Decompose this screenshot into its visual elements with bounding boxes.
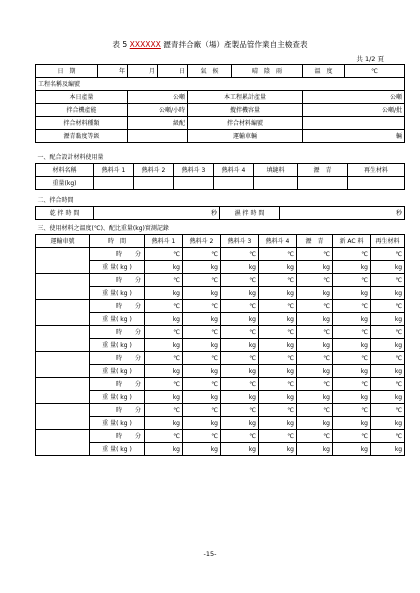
temperature-cell: ℃	[371, 300, 405, 313]
temperature-cell: ℃	[259, 326, 297, 339]
time-cell	[90, 326, 145, 339]
temperature-cell: ℃	[333, 430, 371, 443]
daily-output-unit: 公噸	[128, 91, 188, 104]
time-cell	[90, 248, 145, 261]
record-weight-row	[36, 313, 405, 326]
header-time: 時 間	[90, 235, 145, 248]
cumulative-output-unit: 公噸	[303, 91, 405, 104]
weight-cell: kg	[221, 339, 259, 352]
year-label: 年	[98, 65, 128, 78]
temperature-cell: ℃	[221, 274, 259, 287]
record-weight-row	[36, 443, 405, 456]
weight-cell: kg	[371, 287, 405, 300]
weight-cell: kg	[259, 261, 297, 274]
weight-cell: kg	[259, 365, 297, 378]
temperature-cell: ℃	[221, 430, 259, 443]
header-hot-bin-4: 熱料斗 4	[214, 164, 254, 177]
dry-mix-label: 乾 拌 時 間	[36, 207, 94, 220]
temperature-cell: ℃	[183, 404, 221, 417]
header-recycled: 再生材料	[371, 235, 405, 248]
temperature-cell: ℃	[221, 404, 259, 417]
weight-cell: kg	[183, 443, 221, 456]
temperature-cell: ℃	[297, 378, 333, 391]
temperature-cell: ℃	[259, 274, 297, 287]
weight-cell: kg	[333, 417, 371, 430]
minute-label: 分	[134, 354, 141, 362]
temperature-cell: ℃	[297, 326, 333, 339]
weight-label: 重 量( kg )	[90, 287, 145, 300]
record-temp-row	[36, 378, 405, 391]
weight-cell: kg	[297, 287, 333, 300]
temperature-cell: ℃	[333, 378, 371, 391]
weight-cell: kg	[221, 287, 259, 300]
temperature-cell: ℃	[259, 378, 297, 391]
mixer-volume-unit: 公噸/批	[303, 104, 405, 117]
section2-heading: 二、拌合時間	[36, 194, 405, 207]
record-weight-row	[36, 391, 405, 404]
minute-label: 分	[134, 328, 141, 336]
weight-cell: kg	[259, 339, 297, 352]
temperature-cell: ℃	[145, 300, 183, 313]
weight-cell: kg	[145, 365, 183, 378]
hour-label: 時	[115, 432, 122, 440]
vehicle-no-cell	[36, 326, 90, 352]
header-hot-bin-1: 熱料斗 1	[145, 235, 183, 248]
weight-cell: kg	[371, 261, 405, 274]
month-label: 月	[128, 65, 158, 78]
header-filler: 填縫料	[254, 164, 298, 177]
weight-cell: kg	[221, 417, 259, 430]
header-hot-bin-2: 熱料斗 2	[183, 235, 221, 248]
temperature-cell: ℃	[221, 352, 259, 365]
temperature-cell: ℃	[145, 326, 183, 339]
section3-header-row	[36, 235, 405, 248]
temperature-cell: ℃	[297, 404, 333, 417]
weight-cell: kg	[145, 417, 183, 430]
header-recycled: 再生材料	[348, 164, 405, 177]
section3-heading: 三、使用材料之溫度(℃)、配比重量(kg)實測記錄	[36, 222, 405, 235]
record-temp-row	[36, 404, 405, 417]
temperature-cell: ℃	[259, 352, 297, 365]
weight-cell: kg	[183, 391, 221, 404]
temperature-cell: ℃	[259, 404, 297, 417]
temperature-cell: ℃	[183, 378, 221, 391]
hour-label: 時	[115, 250, 122, 258]
temperature-cell: ℃	[371, 248, 405, 261]
project-name-label: 工程名稱及編號	[36, 78, 405, 91]
weight-label: 重 量( kg )	[90, 261, 145, 274]
vehicle-no-cell	[36, 300, 90, 326]
hour-label: 時	[115, 380, 122, 388]
weight-cell: kg	[297, 443, 333, 456]
weight-cell: kg	[183, 313, 221, 326]
header-hot-bin-1: 熱料斗 1	[94, 164, 134, 177]
minute-label: 分	[134, 302, 141, 310]
weight-label: 重量(kg)	[36, 177, 94, 190]
record-weight-row	[36, 287, 405, 300]
temperature-cell: ℃	[259, 248, 297, 261]
vehicles-label: 運輸車輛	[188, 130, 303, 143]
temperature-cell: ℃	[183, 430, 221, 443]
weight-cell: kg	[259, 313, 297, 326]
temperature-cell: ℃	[333, 404, 371, 417]
weight-cell: kg	[333, 287, 371, 300]
time-cell	[90, 352, 145, 365]
material-code-label: 拌合材料編號	[188, 117, 303, 130]
weight-cell: kg	[371, 417, 405, 430]
header-new-ac: 新 AC 料	[333, 235, 371, 248]
weight-cell: kg	[259, 391, 297, 404]
weight-cell: kg	[297, 365, 333, 378]
record-temp-row	[36, 326, 405, 339]
weight-cell: kg	[297, 417, 333, 430]
record-temp-row	[36, 274, 405, 287]
weight-cell: kg	[333, 261, 371, 274]
record-weight-row	[36, 417, 405, 430]
weight-cell: kg	[221, 313, 259, 326]
weight-cell: kg	[259, 287, 297, 300]
output-row	[36, 91, 405, 104]
weight-cell: kg	[297, 339, 333, 352]
hour-label: 時	[115, 406, 122, 414]
weight-cell: kg	[333, 339, 371, 352]
dry-mix-unit: 秒	[94, 207, 220, 220]
temperature-cell: ℃	[333, 274, 371, 287]
header-material-name: 材料名稱	[36, 164, 94, 177]
weight-label: 重 量( kg )	[90, 339, 145, 352]
wet-mix-unit: 秒	[280, 207, 405, 220]
temperature-cell: ℃	[371, 352, 405, 365]
design-material-table	[35, 151, 405, 190]
minute-label: 分	[134, 432, 141, 440]
weight-cell: kg	[371, 365, 405, 378]
record-temp-row	[36, 300, 405, 313]
weight-cell: kg	[297, 313, 333, 326]
vehicle-no-cell	[36, 274, 90, 300]
mixing-time-table	[35, 194, 405, 220]
record-temp-row	[36, 430, 405, 443]
page-info: 共 1/2 頁	[356, 55, 384, 63]
weight-cell: kg	[333, 443, 371, 456]
temperature-cell: ℃	[297, 274, 333, 287]
weight-cell: kg	[333, 365, 371, 378]
time-cell	[90, 274, 145, 287]
weight-cell: kg	[259, 417, 297, 430]
hour-label: 時	[115, 302, 122, 310]
minute-label: 分	[134, 276, 141, 284]
weight-cell: kg	[371, 443, 405, 456]
info-table	[35, 64, 405, 143]
time-cell	[90, 430, 145, 443]
record-weight-row	[36, 261, 405, 274]
temperature-cell: ℃	[371, 326, 405, 339]
minute-label: 分	[134, 250, 141, 258]
weight-cell: kg	[183, 287, 221, 300]
weight-cell: kg	[145, 443, 183, 456]
header-vehicle-no: 運輸車號	[36, 235, 90, 248]
temperature-cell: ℃	[297, 300, 333, 313]
weight-cell: kg	[371, 313, 405, 326]
record-weight-row	[36, 365, 405, 378]
temperature-cell: ℃	[145, 378, 183, 391]
temperature-cell: ℃	[221, 326, 259, 339]
time-cell	[90, 404, 145, 417]
record-weight-row	[36, 339, 405, 352]
day-label: 日	[158, 65, 188, 78]
temperature-cell: ℃	[333, 326, 371, 339]
temperature-cell: ℃	[333, 352, 371, 365]
temperature-cell: ℃	[371, 430, 405, 443]
weight-cell: kg	[221, 365, 259, 378]
daily-output-label: 本日產量	[36, 91, 128, 104]
header-asphalt: 瀝 青	[297, 235, 333, 248]
record-temp-row	[36, 352, 405, 365]
weight-cell: kg	[297, 261, 333, 274]
temperature-cell: ℃	[183, 248, 221, 261]
header-hot-bin-2: 熱料斗 2	[134, 164, 174, 177]
hour-label: 時	[115, 354, 122, 362]
mixer-volume-label: 攪拌機容量	[188, 104, 303, 117]
viscosity-row	[36, 130, 405, 143]
record-temp-row	[36, 248, 405, 261]
weight-cell: kg	[259, 443, 297, 456]
vehicles-unit: 輛	[303, 130, 405, 143]
mixer-capacity-label: 拌合機產能	[36, 104, 128, 117]
weight-cell: kg	[221, 391, 259, 404]
temperature-cell: ℃	[333, 248, 371, 261]
temperature-cell: ℃	[145, 404, 183, 417]
title-placeholder-name: XXXXXX	[129, 40, 161, 49]
weight-label: 重 量( kg )	[90, 391, 145, 404]
capacity-row	[36, 104, 405, 117]
document-title: 表 5 XXXXXX 瀝青拌合廠（場）產製品管作業自主檢查表	[112, 40, 308, 49]
temperature-cell: ℃	[145, 430, 183, 443]
temperature-cell: ℃	[297, 352, 333, 365]
material-type-row	[36, 117, 405, 130]
material-type-unit: 級配	[128, 117, 188, 130]
weight-cell: kg	[145, 261, 183, 274]
header-hot-bin-3: 熱料斗 3	[174, 164, 214, 177]
weight-cell: kg	[183, 339, 221, 352]
vehicle-no-cell	[36, 378, 90, 404]
weight-cell: kg	[371, 339, 405, 352]
weight-cell: kg	[297, 391, 333, 404]
vehicle-no-cell	[36, 352, 90, 378]
header-hot-bin-4: 熱料斗 4	[259, 235, 297, 248]
weight-cell: kg	[221, 443, 259, 456]
weight-label: 重 量( kg )	[90, 365, 145, 378]
temperature-cell: ℃	[297, 430, 333, 443]
vehicle-no-cell	[36, 430, 90, 456]
temp-unit: ℃	[345, 65, 405, 78]
viscosity-label: 瀝青黏度等級	[36, 130, 128, 143]
temperature-cell: ℃	[183, 326, 221, 339]
wet-mix-label: 濕 拌 時 間	[220, 207, 280, 220]
hour-label: 時	[115, 276, 122, 284]
weight-cell: kg	[183, 261, 221, 274]
minute-label: 分	[134, 380, 141, 388]
mixer-capacity-unit: 公噸/小時	[128, 104, 188, 117]
weight-cell: kg	[221, 261, 259, 274]
cumulative-output-label: 本工程累計產量	[188, 91, 303, 104]
temperature-cell: ℃	[145, 352, 183, 365]
weight-cell: kg	[333, 313, 371, 326]
temperature-cell: ℃	[297, 248, 333, 261]
date-row	[36, 65, 405, 78]
temperature-cell: ℃	[145, 274, 183, 287]
mixing-time-row	[36, 207, 405, 220]
weight-label: 重 量( kg )	[90, 417, 145, 430]
weight-cell: kg	[145, 313, 183, 326]
vehicle-no-cell	[36, 248, 90, 274]
date-label: 日 期	[36, 65, 98, 78]
temperature-cell: ℃	[221, 378, 259, 391]
section1-weight-row	[36, 177, 405, 190]
section1-heading: 一、配合設計材料使用量	[36, 151, 405, 164]
vehicle-no-cell	[36, 404, 90, 430]
weight-cell: kg	[145, 339, 183, 352]
weight-cell: kg	[183, 417, 221, 430]
header-hot-bin-3: 熱料斗 3	[221, 235, 259, 248]
weight-cell: kg	[145, 391, 183, 404]
temperature-cell: ℃	[221, 300, 259, 313]
temperature-cell: ℃	[221, 248, 259, 261]
time-cell	[90, 378, 145, 391]
temperature-cell: ℃	[183, 352, 221, 365]
temperature-cell: ℃	[371, 378, 405, 391]
temperature-cell: ℃	[259, 300, 297, 313]
weight-cell: kg	[145, 287, 183, 300]
minute-label: 分	[134, 406, 141, 414]
temperature-cell: ℃	[183, 274, 221, 287]
weather-options: 晴 陰 雨	[232, 65, 303, 78]
temp-label: 溫 度	[303, 65, 345, 78]
project-row	[36, 78, 405, 91]
time-cell	[90, 300, 145, 313]
section1-header-row	[36, 164, 405, 177]
temperature-cell: ℃	[371, 404, 405, 417]
weight-cell: kg	[183, 365, 221, 378]
measurement-record-table	[35, 222, 405, 456]
temperature-cell: ℃	[371, 274, 405, 287]
temperature-cell: ℃	[145, 248, 183, 261]
page-number: -15-	[203, 550, 217, 558]
hour-label: 時	[115, 328, 122, 336]
material-type-label: 拌合材料種類	[36, 117, 128, 130]
weight-label: 重 量( kg )	[90, 443, 145, 456]
temperature-cell: ℃	[259, 430, 297, 443]
weight-cell: kg	[333, 391, 371, 404]
weight-cell: kg	[371, 391, 405, 404]
temperature-cell: ℃	[183, 300, 221, 313]
header-asphalt: 瀝 青	[298, 164, 348, 177]
temperature-cell: ℃	[333, 300, 371, 313]
weather-label: 氣 候	[188, 65, 232, 78]
weight-label: 重 量( kg )	[90, 313, 145, 326]
